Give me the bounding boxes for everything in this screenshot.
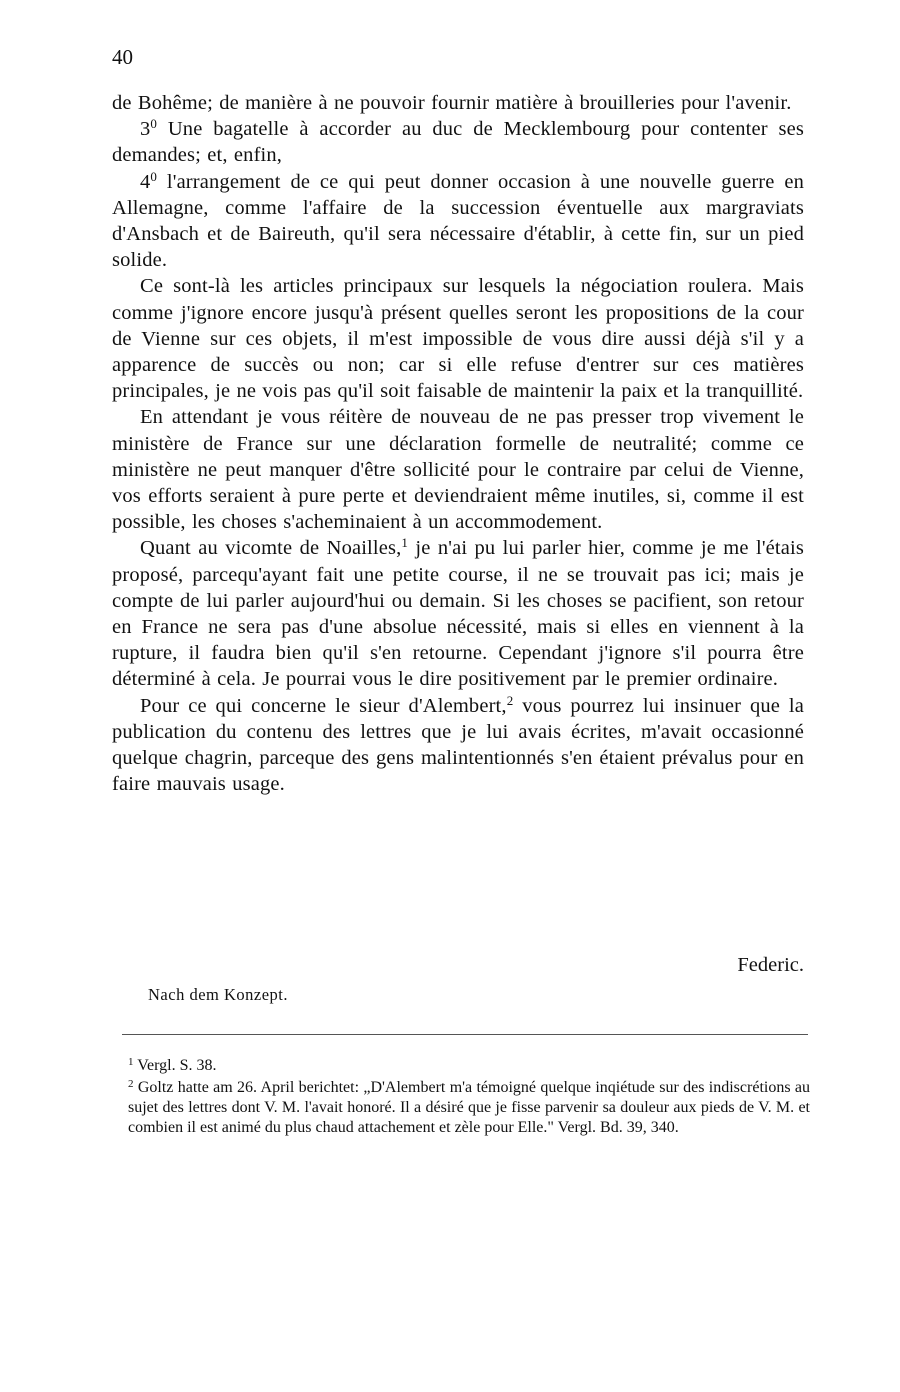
paragraph-7-text-before: Pour ce qui concerne le sieur d'Alembert, [140, 694, 507, 717]
paragraph-2 [112, 116, 804, 168]
footnote-2 [128, 1078, 810, 1138]
item-number-4: 4 [140, 170, 151, 193]
letter-body [112, 90, 804, 797]
item-number-3: 3 [140, 118, 151, 141]
paragraph-6 [112, 535, 804, 692]
paragraph-3 [112, 169, 804, 274]
paragraph-4: Ce sont-là les articles principaux sur lesquels la négociation roulera. Mais comme j'ignore encore jusqu'à présent quelles seront les propositions de la cour de Vienne sur ces objets, il m'est impossible de vous dire aussi déjà s'il y a apparence de succès ou non; car si elle refuse d'entrer sur ces matières principales, je ne vois pas qu'il soit faisable de maintenir la paix et la tranquillité. [112, 275, 804, 403]
footnotes [128, 1056, 810, 1138]
footnote-ref-1: 1 [401, 535, 409, 551]
footnote-text: Vergl. S. 38. [133, 1057, 217, 1074]
footnote-text: Goltz hatte am 26. April berichtet: „D'Alembert m'a témoigné quelque inqiétude sur des indiscrétions au sujet des lettres dont V. M. l'avait honoré. Il a désiré que je fisse parvenir sa douleur aux pieds de V. M. et combien il est animé du plus chaud attachement et zèle pour Elle." Vergl. Bd. 39, 340. [128, 1079, 810, 1136]
paragraph-1: de Bohême; de manière à ne pouvoir fournir matière à brouilleries pour l'avenir. [112, 92, 792, 114]
paragraph-5: En attendant je vous réitère de nouveau de ne pas presser trop vivement le ministère de France sur une déclaration formelle de neutralité; comme ce ministère ne peut manquer d'être sollicité pour le contraire par celui de Vienne, vos efforts seraient à pure perte et deviendraient même inutiles, si, comme il est possible, les choses s'acheminaient à un accommodement. [112, 406, 804, 534]
paragraph-6-text-before: Quant au vicomte de Noailles, [140, 537, 402, 560]
ordinal-mark: 0 [150, 116, 158, 132]
paragraph-2-text: Une bagatelle à accorder au duc de Mecklembourg pour contenter ses demandes; et, enfin, [112, 118, 804, 167]
paragraph-7-text-after: vous pourrez lui insinuer que la publication du contenu des lettres que je lui avais écrites, m'avait occasionné quelque chagrin, parceque des gens malintentionnés s'en étaient prévalus pour en faire mauvais usage. [112, 694, 805, 796]
footnote-mark: 2 [128, 1078, 134, 1090]
signature: Federic. [737, 954, 804, 976]
paragraph-7 [112, 693, 804, 798]
ordinal-mark: 0 [150, 168, 158, 184]
footnote-separator [122, 1034, 808, 1035]
footnote-1 [128, 1056, 810, 1076]
footnote-mark: 1 [128, 1056, 134, 1068]
page-number: 40 [112, 45, 133, 69]
footnote-ref-2: 2 [506, 692, 514, 708]
paragraph-6-text-after: je n'ai pu lui parler hier, comme je me l'étais proposé, parcequ'ayant fait une petite course, il ne se trouvait pas ici; mais je compte de lui parler aujourd'hui ou demain. Si les choses se pacifient, son retour en France ne sera pas d'une absolue nécessité, mais si elles en viennent à la rupture, il faudra bien qu'il s'en retourne. Cependant j'ignore s'il pourra être déterminé à cela. Je pourrai vous le dire positivement par le premier ordinaire. [112, 537, 804, 691]
paragraph-3-text: l'arrangement de ce qui peut donner occasion à une nouvelle guerre en Allemagne, comme l'affaire de la succession éventuelle aux margraviats d'Ansbach et de Baireuth, qu'il sera nécessaire d'établir, à cette fin, sur un pied solide. [112, 170, 804, 272]
source-note: Nach dem Konzept. [148, 985, 288, 1004]
